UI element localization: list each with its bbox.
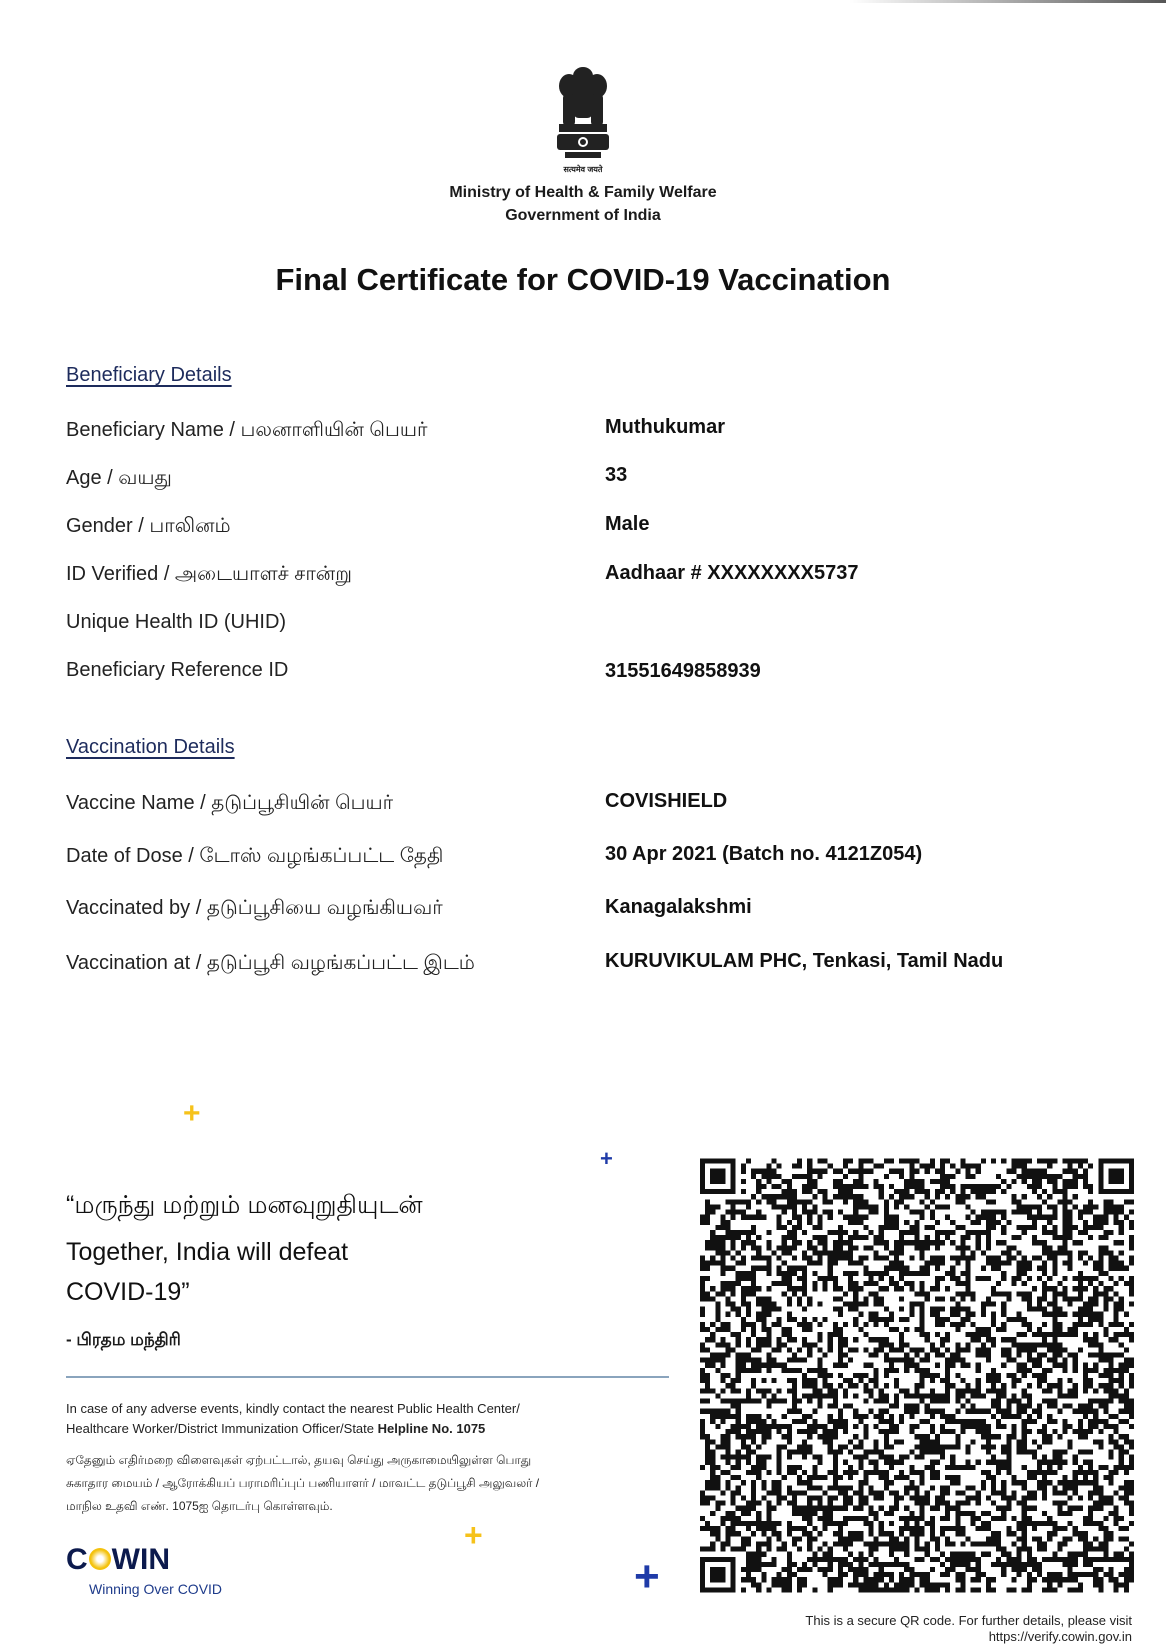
reference-id-value: 31551649858939 — [605, 660, 761, 682]
divider — [66, 1376, 669, 1378]
quote-attribution: - பிரதம மந்திரி — [66, 1330, 181, 1349]
blue-plus-icon: + — [600, 1146, 613, 1171]
ministry-name: Ministry of Health & Family Welfare — [449, 184, 717, 201]
age-value: 33 — [605, 464, 628, 486]
qr-note-line-1: This is a secure QR code. For further details, please visit — [805, 1613, 1132, 1628]
emblem-motto: सत्यमेव जयते — [563, 165, 603, 174]
qr-verify-url: https://verify.cowin.gov.in — [988, 1629, 1132, 1644]
vaccinated-by-label: Vaccinated by / தடுப்பூசியை வழங்கியவர் — [66, 897, 443, 919]
helpline-number: Helpline No. 1075 — [377, 1421, 486, 1436]
quote-tamil: “மருந்து மற்றும் மனவுறுதியுடன் — [66, 1191, 423, 1219]
cowin-logo — [66, 1543, 170, 1577]
qr-modules — [700, 1159, 1134, 1593]
helpline-tamil-line-2: சுகாதார மையம் / ஆரோக்கியப் பராமரிப்புப் பணியாளர் / மாவட்ட தடுப்பூசி அலுவலர் / — [66, 1476, 540, 1490]
quote-line-2: COVID-19” — [66, 1278, 190, 1306]
helpline-note-text: Healthcare Worker/District Immunization Officer/State — [66, 1421, 378, 1436]
beneficiary-name-value: Muthukumar — [605, 416, 725, 438]
verification-qr-code — [700, 1157, 1134, 1594]
yellow-plus-icon: + — [183, 1097, 201, 1130]
vaccine-name-label: Vaccine Name / தடுப்பூசியின் பெயர் — [66, 792, 394, 814]
cowin-tagline: Winning Over COVID — [89, 1581, 223, 1597]
age-label: Age / வயது — [66, 467, 172, 489]
helpline-note-line-1: In case of any adverse events, kindly contact the nearest Public Health Center/ — [66, 1401, 520, 1416]
gender-value: Male — [605, 513, 650, 535]
logo-c: C — [66, 1543, 88, 1576]
date-of-dose-label: Date of Dose / டோஸ் வழங்கப்பட்ட தேதி — [66, 845, 444, 867]
yellow-plus-icon: + — [464, 1517, 483, 1553]
vaccination-at-value: KURUVIKULAM PHC, Tenkasi, Tamil Nadu — [605, 950, 1004, 972]
reference-id-label: Beneficiary Reference ID — [66, 659, 289, 681]
helpline-tamil-line-3: மாநில உதவி எண். 1075ஐ தொடர்பு கொள்ளவும். — [66, 1499, 333, 1513]
id-verified-label: ID Verified / அடையாளச் சான்று — [66, 563, 352, 585]
date-of-dose-value: 30 Apr 2021 (Batch no. 4121Z054) — [605, 843, 923, 865]
national-emblem-icon — [549, 64, 617, 176]
scan-edge — [850, 0, 1166, 3]
logo-win: WIN — [111, 1543, 170, 1576]
blue-plus-icon: + — [634, 1552, 660, 1601]
government-name: Government of India — [505, 207, 661, 224]
vaccinated-by-value: Kanagalakshmi — [605, 896, 752, 918]
vaccination-details-heading: Vaccination Details — [66, 736, 235, 758]
vaccine-name-value: COVISHIELD — [605, 790, 728, 812]
certificate-title: Final Certificate for COVID-19 Vaccination — [275, 262, 891, 297]
gender-label: Gender / பாலினம் — [66, 515, 231, 537]
helpline-note-line-2 — [66, 1421, 686, 1436]
vaccination-at-label: Vaccination at / தடுப்பூசி வழங்கப்பட்ட இடம் — [66, 952, 475, 974]
uhid-label: Unique Health ID (UHID) — [66, 611, 287, 633]
quote-line-1: Together, India will defeat — [66, 1238, 349, 1266]
beneficiary-name-label: Beneficiary Name / பலனாளியின் பெயர் — [66, 419, 428, 441]
beneficiary-details-heading: Beneficiary Details — [66, 364, 232, 386]
logo-o-icon — [89, 1548, 111, 1570]
helpline-tamil-line-1: ஏதேனும் எதிர்மறை விளைவுகள் ஏற்பட்டால், தயவு செய்து அருகாமையிலுள்ள பொது — [66, 1453, 532, 1467]
id-verified-value: Aadhaar # XXXXXXXX5737 — [605, 562, 859, 584]
